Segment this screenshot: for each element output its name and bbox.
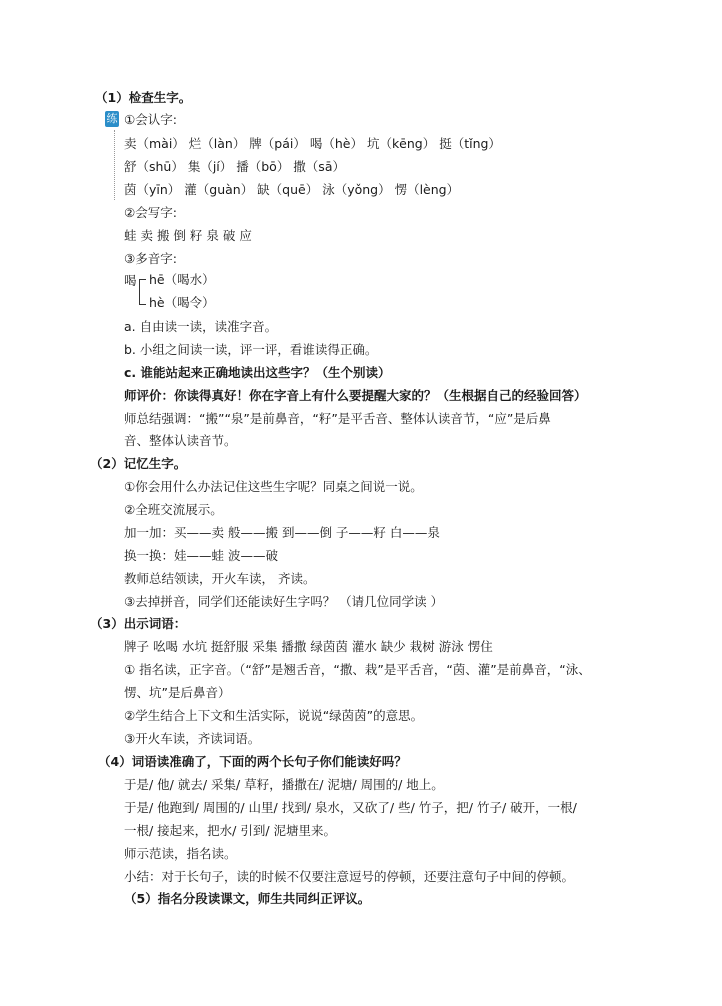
word-note-2: ②学生结合上下文和生活实际，说说“绿茵茵”的意思。 bbox=[124, 708, 424, 723]
teacher-demo: 师示范读，指名读。 bbox=[124, 846, 237, 861]
write-chars: 蛙 卖 搬 倒 籽 泉 破 应 bbox=[124, 228, 252, 243]
teacher-evaluation: 师评价：你读得真好！你在字音上有什么要提醒大家的？（生根据自己的经验回答） bbox=[124, 388, 587, 403]
memory-question: ①你会用什么办法记住这些生字呢？同桌之间说一说。 bbox=[124, 479, 423, 494]
section-4-heading: （4）词语读准确了，下面的两个长句子你们能读好吗？ bbox=[98, 754, 407, 769]
word-note-1-line-1: ① 指名读，正字音。（“舒”是翘舌音，“撒、栽”是平舌音，“茵、灌”是前鼻音，“泳、 bbox=[124, 662, 591, 677]
remove-pinyin: ③去掉拼音，同学们还能读好生字吗？ （请几位同学读 ） bbox=[124, 594, 444, 609]
recognize-row-2: 舒（shū） 集（jí） 播（bō） 撒（sā） bbox=[124, 159, 345, 174]
word-list: 牌子 吆喝 水坑 挺舒服 采集 播撒 绿茵茵 灌水 缺少 栽树 游泳 愣住 bbox=[124, 639, 493, 654]
section-5-heading: （5）指名分段读课文，师生共同纠正评议。 bbox=[124, 891, 371, 906]
polyphone-reading-1: hē（喝水） bbox=[149, 272, 215, 287]
add-method: 加一加：买——卖 般——搬 到——倒 子——籽 白——泉 bbox=[124, 525, 440, 540]
practice-badge: 练 bbox=[106, 112, 118, 125]
recognize-title: ①会认字: bbox=[124, 112, 177, 127]
teacher-summary-line-2: 音、整体认读音节。 bbox=[124, 433, 237, 448]
section-1-heading: （1）检查生字。 bbox=[95, 90, 192, 105]
long-sentence-2-line-1: 于是/ 他跑到/ 周围的/ 山里/ 找到/ 泉水，又砍了/ 些/ 竹子，把/ 竹子/ 破开，一根/ bbox=[124, 800, 577, 815]
word-note-3: ③开火车读，齐读词语。 bbox=[124, 731, 261, 746]
class-share: ②全班交流展示。 bbox=[124, 502, 223, 517]
teacher-lead-reading: 教师总结领读，开火车读， 齐读。 bbox=[124, 571, 316, 586]
step-c: c. 谁能站起来正确地读出这些字？（生个别读） bbox=[124, 365, 391, 380]
recognize-row-3: 茵（yīn） 灌（guàn） 缺（quē） 泳（yǒng） 愣（lèng） bbox=[124, 182, 460, 197]
step-b: b. 小组之间读一读，评一评，看谁读得正确。 bbox=[124, 342, 378, 357]
swap-method: 换一换：娃——蛙 波——破 bbox=[124, 548, 278, 563]
write-title: ②会写字: bbox=[124, 205, 177, 220]
word-note-1-line-2: 愣、坑”是后鼻音） bbox=[124, 685, 231, 700]
dotted-divider bbox=[114, 130, 115, 200]
teacher-summary-line-1: 师总结强调：“搬”“泉”是前鼻音，“籽”是平舌音、整体认读音节，“应”是后鼻 bbox=[124, 411, 551, 426]
step-a: a. 自由读一读，读准字音。 bbox=[124, 319, 278, 334]
polyphone-brace bbox=[139, 279, 146, 305]
section-2-heading: （2）记忆生字。 bbox=[90, 456, 187, 471]
polyphone-char: 喝 bbox=[124, 273, 137, 288]
long-sentence-1: 于是/ 他/ 就去/ 采集/ 草籽，播撒在/ 泥塘/ 周围的/ 地上。 bbox=[124, 777, 444, 792]
long-sentence-2-line-2: 一根/ 接起来，把水/ 引到/ 泥塘里来。 bbox=[124, 823, 337, 838]
polyphone-title: ③多音字: bbox=[124, 251, 177, 266]
section-4-summary: 小结：对于长句子，读的时候不仅要注意逗号的停顿，还要注意句子中间的停顿。 bbox=[124, 869, 575, 884]
section-3-heading: （3）出示词语： bbox=[90, 616, 187, 631]
recognize-row-1: 卖（mài） 烂（làn） 牌（pái） 喝（hè） 坑（kēng） 挺（tǐng） bbox=[124, 136, 501, 151]
polyphone-reading-2: hè（喝令） bbox=[149, 295, 215, 310]
